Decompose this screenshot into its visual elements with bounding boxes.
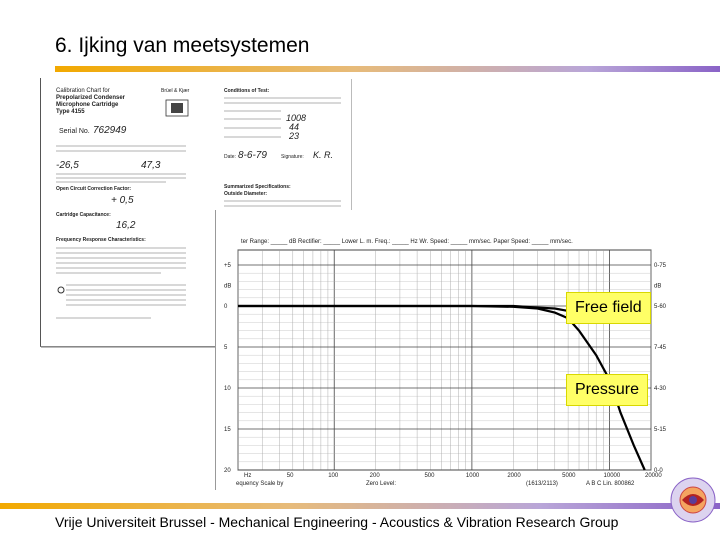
plot-model-code: (1613/2113) xyxy=(526,481,558,487)
x-tick-label: 5000 xyxy=(562,473,576,479)
left-tick-label: 20 xyxy=(224,468,231,474)
certificate-right-column xyxy=(224,88,333,197)
right-tick-label: 5-60 xyxy=(654,304,667,310)
cert-capacitance-label: Cartridge Capacitance: xyxy=(56,212,111,218)
footer-text: Vrije Universiteit Brussel - Mechanical Engineering - Acoustics & Vibration Research Group xyxy=(55,514,619,530)
frequency-response-chart xyxy=(215,210,671,490)
cert-type-1: Prepolarized Condenser xyxy=(56,95,126,101)
right-tick-label: 4-30 xyxy=(654,386,667,392)
plot-scale-label: equency Scale by xyxy=(236,481,284,487)
cert-sensitivity-db: -26,5 xyxy=(56,160,79,171)
x-tick-label: 20000 xyxy=(645,473,662,479)
x-tick-label: 1000 xyxy=(465,473,480,479)
cert-diameter-label: Outside Diameter: xyxy=(224,191,268,197)
x-tick-label: 2000 xyxy=(507,473,521,479)
right-tick-label: 5-15 xyxy=(654,427,667,433)
right-tick-label: 0-75 xyxy=(654,263,667,269)
left-tick-label: dB xyxy=(224,283,232,290)
cert-heading: Calibration Chart for xyxy=(56,88,110,94)
x-tick-label: Hz xyxy=(244,473,252,479)
cert-temperature: 23 xyxy=(289,131,300,141)
cert-correction-value: + 0,5 xyxy=(111,195,134,206)
left-tick-label: 10 xyxy=(224,386,231,392)
plot-zero-level-label: Zero Level: xyxy=(366,481,397,487)
plot-frame xyxy=(238,250,651,470)
cert-logo xyxy=(166,100,188,116)
title-underline xyxy=(55,66,720,72)
series-line-free-field xyxy=(238,306,621,314)
plot-header: ter Range: _____ dB Rectifier: _____ Lower L. m. Freq.: _____ Hz Wr. Speed: _____ mm/sec. Paper Speed: _____ mm/sec. xyxy=(241,239,573,245)
right-tick-label: 0-0 xyxy=(654,468,663,474)
vub-logo xyxy=(668,470,718,530)
free-field-label: Free field xyxy=(566,292,651,324)
cert-specs-label: Summarized Specifications: xyxy=(224,184,291,190)
x-tick-label: 100 xyxy=(328,473,339,479)
x-tick-label: 50 xyxy=(286,473,294,479)
cert-freq-response-label: Frequency Response Characteristics: xyxy=(56,237,146,243)
pressure-label: Pressure xyxy=(566,374,648,406)
left-tick-label: 0 xyxy=(224,304,228,310)
cert-sensitivity-mv: 47,3 xyxy=(141,160,161,171)
left-tick-label: 5 xyxy=(224,345,228,351)
frequency-response-plot xyxy=(216,210,671,490)
slide-title: 6. Ijking van meetsystemen xyxy=(55,34,310,57)
cert-signature: K. R. xyxy=(313,150,334,160)
cert-text-lines xyxy=(56,146,186,318)
x-tick-label: 10000 xyxy=(603,473,621,479)
cert-brand: Brüel & Kjær xyxy=(161,88,190,94)
cert-humidity: 44 xyxy=(289,122,300,132)
cert-conditions-label: Conditions of Test: xyxy=(224,88,270,94)
left-tick-label: +5 xyxy=(224,263,231,269)
cert-pressure: 1008 xyxy=(286,113,307,123)
right-tick-label: dB xyxy=(654,283,662,290)
vub-logo-icon xyxy=(668,470,718,530)
cert-date: 8-6-79 xyxy=(238,150,267,161)
left-tick-label: 15 xyxy=(224,427,231,433)
cert-correction-label: Open Circuit Correction Factor: xyxy=(56,186,132,192)
plot-abc-code: A B C Lin. 800862 xyxy=(586,481,635,487)
cert-signature-label: Signature: xyxy=(281,154,304,160)
footer-rule xyxy=(0,503,720,509)
certificate-left-column xyxy=(56,88,190,243)
cert-capacitance-value: 16,2 xyxy=(116,220,136,231)
right-tick-label: 7-45 xyxy=(654,345,667,351)
cert-type-3: Type 4155 xyxy=(56,109,85,115)
cert-serial-label: Serial No. xyxy=(59,128,90,135)
cert-microphone-symbol xyxy=(58,287,64,293)
x-tick-label: 200 xyxy=(369,473,380,479)
x-tick-label: 500 xyxy=(424,473,435,479)
cert-type-2: Microphone Cartridge xyxy=(56,102,119,108)
cert-serial-no: 762949 xyxy=(93,125,127,136)
cert-date-label: Date: xyxy=(224,154,236,160)
